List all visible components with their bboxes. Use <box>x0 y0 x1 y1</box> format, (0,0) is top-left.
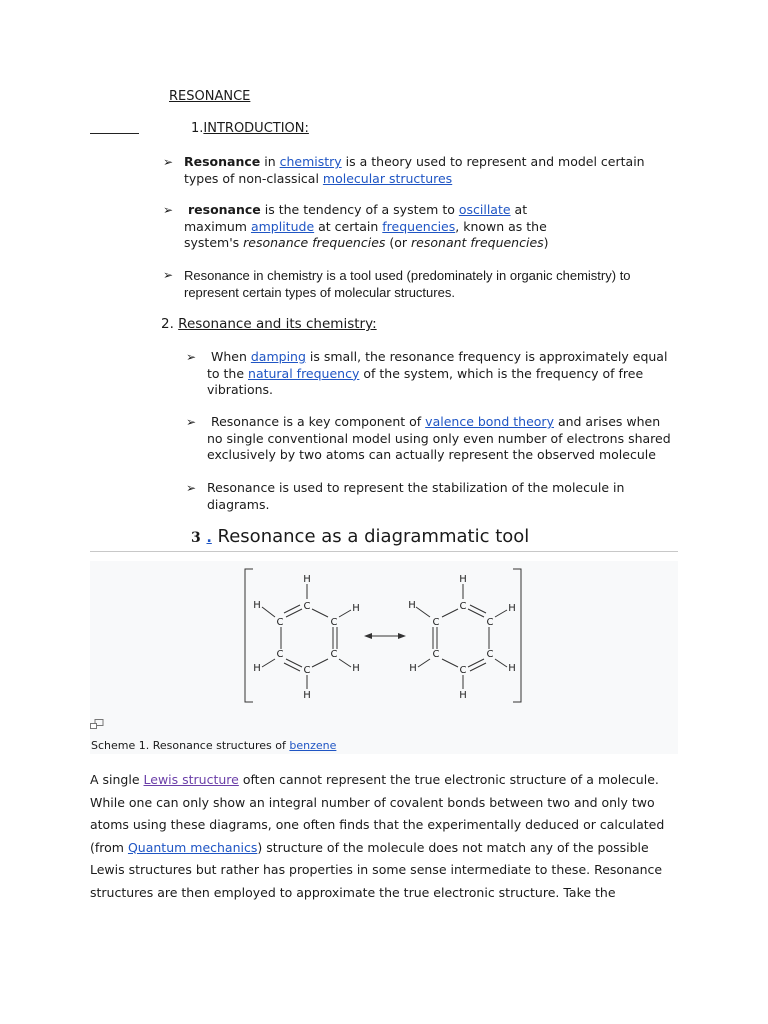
section-number: 2. <box>161 316 179 332</box>
section-heading-introduction <box>191 121 309 136</box>
text: ) structure of the molecule does not match any of the possible Lewis structures but rather has properties in some sense intermediate to these. Resonance structures are then employed to approximate the true electronic structure. Take the <box>90 839 663 900</box>
section-heading-chemistry <box>161 316 377 332</box>
heading-divider <box>90 551 678 552</box>
atom-label: H <box>459 690 467 701</box>
arrow-bullet-icon: ➢ <box>186 350 197 364</box>
right-bracket <box>513 569 521 702</box>
link-valence-bond-theory[interactable]: valence bond theory <box>425 414 554 429</box>
atom-label: H <box>508 603 516 614</box>
atom-label: C <box>459 665 467 676</box>
atom-label: C <box>276 649 284 660</box>
left-bracket <box>245 569 253 702</box>
text: at certain <box>314 218 383 234</box>
text: often cannot represent the true electronic structure of a molecule. While one can only show an integral number of covalent bonds between two and only two atoms using these diagrams, one often finds that the experimentally deduced or calculated (from <box>90 772 665 855</box>
text: of the system, which is the frequency of free vibrations. <box>207 365 644 397</box>
atom-label: C <box>432 617 440 628</box>
section-label: INTRODUCTION: <box>203 121 309 136</box>
atom-label: H <box>352 663 360 674</box>
bold-term: resonance <box>187 202 261 217</box>
section-number: 1. <box>191 121 204 136</box>
link-molecular-structures[interactable]: molecular structures <box>322 170 453 186</box>
text: ) <box>543 235 549 250</box>
atom-label: H <box>508 663 516 674</box>
page-title: RESONANCE <box>169 89 251 104</box>
bold-term: Resonance <box>184 154 261 169</box>
text: When <box>210 349 251 364</box>
atom-label: H <box>409 663 417 674</box>
list-item <box>186 349 677 399</box>
atom-label: C <box>303 665 311 676</box>
text: is a theory used to represent and model certain types of non-classical <box>184 154 645 186</box>
caption-text: Scheme 1. Resonance structures of <box>91 739 290 752</box>
text: Resonance is a key component of <box>210 414 426 429</box>
section-label: Resonance as a diagrammatic tool <box>211 526 530 547</box>
atom-label: H <box>459 574 467 585</box>
atom-label: H <box>303 574 311 585</box>
atom-label: C <box>486 649 494 660</box>
atom-label: C <box>459 601 467 612</box>
underline-rule <box>90 133 139 134</box>
text: Resonance in chemistry is a tool used (predominately in organic chemistry) to represent certain types of molecular structures. <box>184 268 631 300</box>
link-oscillate[interactable]: oscillate <box>458 202 511 217</box>
section-number: 3 <box>191 530 201 546</box>
link-quantum-mechanics[interactable]: Quantum mechanics <box>127 839 258 855</box>
text: (or <box>385 235 412 250</box>
text: at maximum <box>184 202 528 234</box>
atom-label: C <box>276 617 284 628</box>
section-heading-diagrammatic-tool <box>191 526 529 547</box>
atom-label: C <box>330 617 338 628</box>
text: and arises when no single conventional model using only even number of electrons shared exclusively by two atoms can actually represent the observed molecule <box>207 414 671 462</box>
figure-box <box>90 561 678 754</box>
atom-label: H <box>408 600 416 611</box>
atom-label: C <box>330 649 338 660</box>
atom-label: H <box>352 603 360 614</box>
list-item <box>163 267 674 301</box>
magnify-clip-icon[interactable] <box>90 719 104 729</box>
arrow-bullet-icon: ➢ <box>186 415 197 429</box>
link-benzene[interactable]: benzene <box>289 739 337 752</box>
body-paragraph <box>90 769 680 904</box>
list-item <box>186 480 647 513</box>
atom-label: C <box>486 617 494 628</box>
text: is the tendency of a system to <box>260 202 459 217</box>
italic-text: resonant frequencies <box>411 235 544 250</box>
arrow-bullet-icon: ➢ <box>163 203 174 217</box>
atom-label: H <box>303 690 311 701</box>
link-chemistry[interactable]: chemistry <box>279 154 342 169</box>
atom-label: C <box>432 649 440 660</box>
list-item <box>163 154 664 187</box>
section-dot: . <box>206 530 212 546</box>
link-frequencies[interactable]: frequencies <box>382 218 456 234</box>
text: A single <box>90 772 144 787</box>
arrow-head-left <box>364 633 372 639</box>
italic-text: resonance frequencies <box>243 235 386 250</box>
text: , known as the system's <box>184 218 547 250</box>
link-lewis-structure[interactable]: Lewis structure <box>143 772 239 787</box>
text: is small, the resonance frequency is approximately equal to the <box>207 349 668 381</box>
arrow-bullet-icon: ➢ <box>163 268 174 282</box>
text: in <box>260 154 280 169</box>
atom-label: H <box>253 600 261 611</box>
link-natural-frequency[interactable]: natural frequency <box>248 365 360 381</box>
arrow-head-right <box>398 633 406 639</box>
figure-caption <box>91 739 336 752</box>
list-item <box>163 202 562 252</box>
benzene-resonance-diagram <box>90 561 678 754</box>
link-amplitude[interactable]: amplitude <box>250 218 315 234</box>
link-damping[interactable]: damping <box>250 349 306 364</box>
arrow-bullet-icon: ➢ <box>163 155 174 169</box>
arrow-bullet-icon: ➢ <box>186 481 197 495</box>
atom-label: H <box>253 663 261 674</box>
list-item <box>186 414 677 464</box>
section-label: Resonance and its chemistry: <box>178 316 377 332</box>
text: Resonance is used to represent the stabilization of the molecule in diagrams. <box>207 480 625 512</box>
atom-label: C <box>303 601 311 612</box>
